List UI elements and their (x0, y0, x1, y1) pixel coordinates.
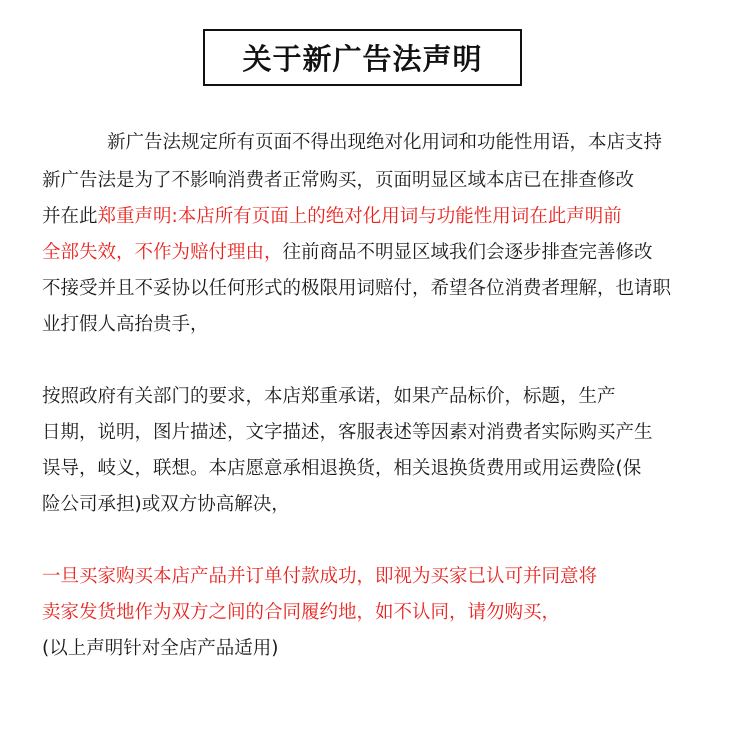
p2-line-4: 险公司承担)或双方协高解决， (42, 494, 290, 515)
title-box (203, 29, 522, 86)
p1-line-3-red-text: 郑重声明:本店所有页面上的绝对化用词与功能性用词在此声明前 (97, 206, 622, 227)
p1-line-2: 新广告法是为了不影响消费者正常购买，页面明显区域本店已在排查修改 (42, 170, 635, 191)
p1-line-6: 业打假人高抬贵手， (42, 314, 209, 335)
p1-line-5: 不接受并且不妥协以任何形式的极限用词赔付，希望各位消费者理解，也请职 (42, 278, 672, 299)
p1-line-1: 新广告法规定所有页面不得出现绝对化用词和功能性用语，本店支持 (107, 132, 663, 153)
p2-line-1: 按照政府有关部门的要求，本店郑重承诺，如果产品标价，标题，生产 (42, 386, 616, 407)
p1-line-4-red-text: 全部失效，不作为赔付理由， (42, 242, 283, 263)
p1-line-4 (42, 241, 653, 265)
p3-line-3: (以上声明针对全店产品适用) (42, 638, 279, 659)
p1-line-3-text: 并在此 (42, 206, 98, 227)
p1-line-3 (42, 205, 622, 229)
p3-line-1: 一旦买家购买本店产品并订单付款成功，即视为买家已认可并同意将 (42, 566, 598, 587)
page-title: 关于新广告法声明 (242, 42, 483, 76)
p2-line-3: 误导，岐义，联想。本店愿意承相退换货，相关退换货费用或用运费险(保 (42, 458, 642, 479)
p3-line-2: 卖家发货地作为双方之间的合同履约地，如不认同，请勿购买， (42, 602, 561, 623)
p1-line-4-text: 往前商品不明显区域我们会逐步排查完善修改 (282, 242, 653, 263)
p2-line-2: 日期，说明，图片描述，文字描述，客服表述等因素对消费者实际购买产生 (42, 422, 653, 443)
